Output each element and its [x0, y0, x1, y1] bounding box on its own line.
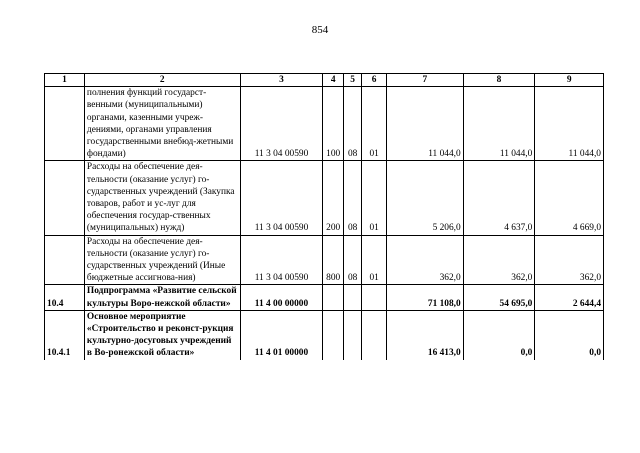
- column-header: 9: [535, 74, 604, 87]
- page-number: 854: [311, 24, 329, 36]
- column-header: 1: [45, 74, 85, 87]
- row-subsection: [362, 285, 387, 310]
- row-value-year1: 362,0: [386, 235, 463, 285]
- row-section: [343, 285, 361, 310]
- column-header: 3: [240, 74, 323, 87]
- row-code: 11 4 01 00000: [240, 310, 323, 359]
- row-expense-type: [323, 310, 343, 359]
- row-value-year3: 0,0: [535, 310, 604, 359]
- row-expense-type: 200: [323, 161, 343, 235]
- table-row: [45, 161, 604, 235]
- table-row: [45, 87, 604, 161]
- table-header-row: [45, 74, 604, 87]
- row-section: 08: [343, 235, 361, 285]
- row-section: 08: [343, 87, 361, 161]
- row-code: 11 3 04 00590: [240, 161, 323, 235]
- row-value-year3: 11 044,0: [535, 87, 604, 161]
- row-value-year1: 5 206,0: [386, 161, 463, 235]
- row-value-year1: 16 413,0: [386, 310, 463, 359]
- row-value-year2: 362,0: [463, 235, 535, 285]
- row-code: 11 4 00 00000: [240, 285, 323, 310]
- column-header: 8: [463, 74, 535, 87]
- column-header: 6: [362, 74, 387, 87]
- row-number: 10.4.1: [45, 310, 85, 359]
- budget-table: [44, 73, 604, 360]
- row-value-year2: 11 044,0: [463, 87, 535, 161]
- row-code: 11 3 04 00590: [240, 87, 323, 161]
- column-header: 4: [323, 74, 343, 87]
- row-value-year2: 4 637,0: [463, 161, 535, 235]
- row-expense-type: [323, 285, 343, 310]
- row-code: 11 3 04 00590: [240, 235, 323, 285]
- row-value-year3: 362,0: [535, 235, 604, 285]
- row-value-year3: 4 669,0: [535, 161, 604, 235]
- row-description: Основное мероприятие «Строительство и реконст-рукция культурно-досуговых учреждений в Во-ронежской области»: [84, 310, 240, 359]
- row-description: Расходы на обеспечение дея-тельности (оказание услуг) го-сударственных учреждений (Иные бюджетные ассигнова-ния): [84, 235, 240, 285]
- row-section: 08: [343, 161, 361, 235]
- table-row: [45, 310, 604, 359]
- row-description: Подпрограмма «Развитие сельской культуры Воро-нежской области»: [84, 285, 240, 310]
- row-number: [45, 161, 85, 235]
- row-number: 10.4: [45, 285, 85, 310]
- row-value-year2: 54 695,0: [463, 285, 535, 310]
- row-number: [45, 87, 85, 161]
- row-number: [45, 235, 85, 285]
- row-subsection: [362, 310, 387, 359]
- row-expense-type: 800: [323, 235, 343, 285]
- row-description: полнения функций государст-венными (муниципальными) органами, казенными учреж-дениями, органами управления государственными внебюд-жетными фондами): [84, 87, 240, 161]
- table-row: [45, 285, 604, 310]
- column-header: 7: [386, 74, 463, 87]
- row-subsection: 01: [362, 161, 387, 235]
- row-expense-type: 100: [323, 87, 343, 161]
- row-subsection: 01: [362, 235, 387, 285]
- row-value-year2: 0,0: [463, 310, 535, 359]
- row-subsection: 01: [362, 87, 387, 161]
- row-section: [343, 310, 361, 359]
- row-value-year1: 11 044,0: [386, 87, 463, 161]
- row-description: Расходы на обеспечение дея-тельности (оказание услуг) го-сударственных учреждений (Закупка товаров, работ и ус-луг для обеспечения государ-ственных (муниципальных) нужд): [84, 161, 240, 235]
- row-value-year1: 71 108,0: [386, 285, 463, 310]
- column-header: 2: [84, 74, 240, 87]
- table-row: [45, 235, 604, 285]
- row-value-year3: 2 644,4: [535, 285, 604, 310]
- column-header: 5: [343, 74, 361, 87]
